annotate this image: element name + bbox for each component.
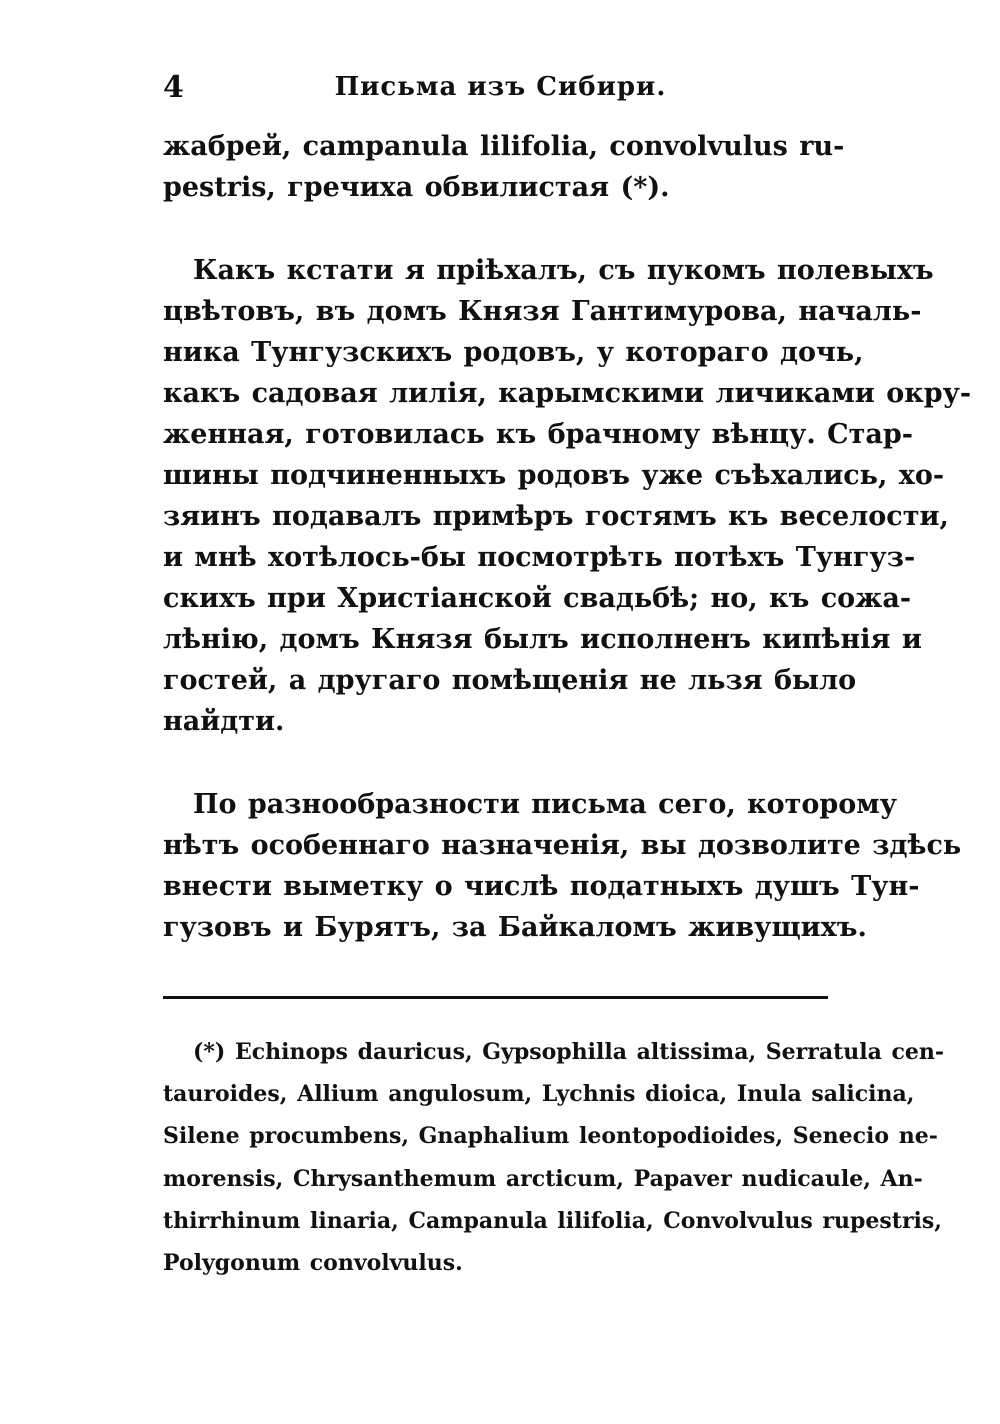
text-line: шины подчиненныхъ родовъ уже съѣхались, хо- <box>163 460 945 491</box>
paragraph-diversity <box>163 784 962 948</box>
running-title: Письма изъ Сибири. <box>334 72 667 102</box>
running-header <box>163 70 838 110</box>
text-line: ника Тунгузскихъ родовъ, у котораго дочь, <box>163 337 864 368</box>
text-line: какъ садовая лилія, карымскими личиками окру- <box>163 378 972 409</box>
text-line: гузовъ и Бурятъ, за Байкаломъ живущихъ. <box>163 912 867 943</box>
paragraph-continuation <box>163 126 845 208</box>
text-line: гостей, а другаго помѣщенія не льзя было <box>163 665 857 696</box>
footnote-line: Silene procumbens, Gnaphalium leontopodioides, Senecio ne- <box>163 1123 938 1150</box>
text-line: pestris, гречиха обвилистая (*). <box>163 172 670 203</box>
text-line: женная, готовилась къ брачному вѣнцу. Стар- <box>163 419 913 450</box>
text-line: найдти. <box>163 706 285 737</box>
text-line: и мнѣ хотѣлось-бы посмотрѣть потѣхъ Тунгуз- <box>163 542 916 573</box>
text-line: внести выметку о числѣ податныхъ душъ Тун- <box>163 871 920 902</box>
footnote <box>163 1031 945 1284</box>
text-line: скихъ при Христіанской свадьбѣ; но, къ сожа- <box>163 583 912 614</box>
page-number: 4 <box>163 70 184 105</box>
footnote-line: thirrhinum linaria, Campanula lilifolia, Convolvulus rupestris, <box>163 1207 942 1234</box>
text-line: По разнообразности письма сего, которому <box>193 789 898 820</box>
text-line: цвѣтовъ, въ домъ Князя Гантимурова, началь- <box>163 296 922 327</box>
footnote-line: (*) Echinops dauricus, Gypsophilla altissima, Serratula cen- <box>193 1039 945 1065</box>
footnote-divider <box>163 996 828 999</box>
text-line: Какъ кстати я пріѣхалъ, съ пукомъ полевыхъ <box>193 255 934 286</box>
footnote-line: morensis, Chrysanthemum arcticum, Papaver nudicaule, An- <box>163 1165 923 1192</box>
text-line: нѣтъ особеннаго назначенія, вы дозволите здѣсь <box>163 830 962 861</box>
footnote-line: Polygonum convolvulus. <box>163 1249 463 1276</box>
paragraph-visit <box>163 250 972 742</box>
text-line: жабрей, campanula lilifolia, convolvulus ru- <box>163 131 845 162</box>
text-line: лѣнію, домъ Князя былъ исполненъ кипѣнія и <box>163 624 922 655</box>
text-line: зяинъ подавалъ примѣръ гостямъ къ веселости, <box>163 501 949 532</box>
footnote-line: tauroides, Allium angulosum, Lychnis dioica, Inula salicina, <box>163 1081 915 1108</box>
